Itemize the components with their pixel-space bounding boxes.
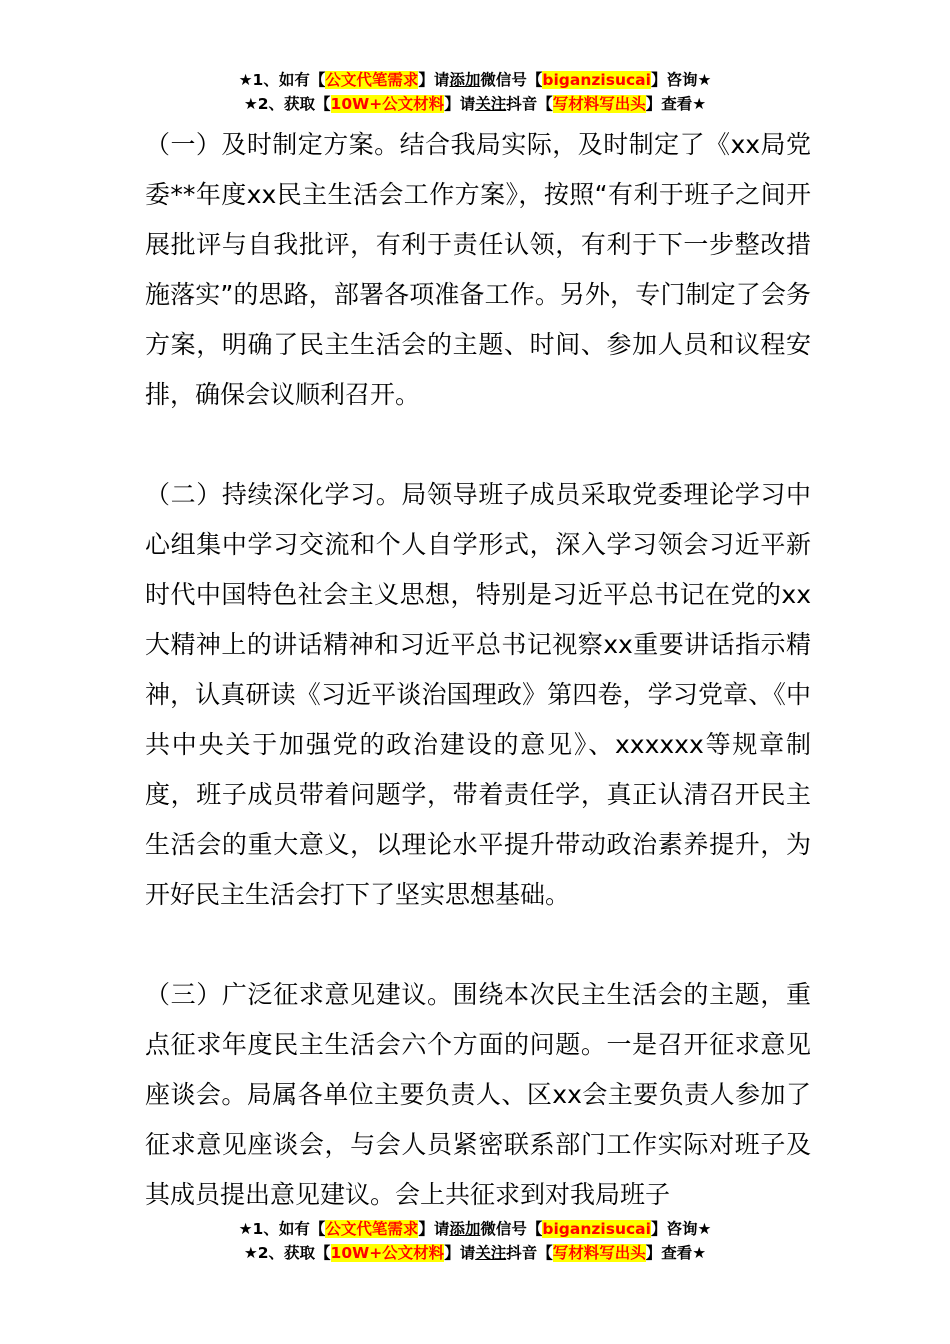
footer-line-2-underlined: 关注 [475, 1244, 507, 1262]
header-line-2-highlight-account: 写材料写出头 [552, 95, 646, 113]
header-line-1-suffix: 】咨询★ [650, 71, 712, 89]
document-body [145, 120, 811, 1220]
paragraph-1: （一）及时制定方案。结合我局实际，及时制定了《xx局党委**年度xx民主生活会工作方案》，按照“有利于班子之间开展批评与自我批评，有利于责任认领，有利于下一步整改措施落实”的思路，部署各项准备工作。另外，专门制定了会务方案，明确了民主生活会的主题、时间、参加人员和议程安排，确保会议顺利召开。 [145, 130, 811, 409]
header-line-2-suffix: 】查看★ [645, 95, 707, 113]
footer-line-2-mid1: 】请 [444, 1244, 476, 1262]
footer-line-1 [0, 1217, 950, 1241]
footer-line-1-suffix: 】咨询★ [650, 1220, 712, 1238]
header-line-2-prefix: ★2、获取【 [243, 95, 331, 113]
header-line-2-mid2: 抖音【 [506, 95, 553, 113]
header-line-2-mid1: 】请 [444, 95, 476, 113]
footer-line-2-highlight-materials: 10W+公文材料 [330, 1244, 445, 1262]
footer-line-1-mid2: 微信号【 [480, 1220, 543, 1238]
footer-banner [0, 1217, 950, 1265]
footer-line-1-prefix: ★1、如有【 [238, 1220, 326, 1238]
footer-line-1-highlight-wechat-id: biganzisucai [542, 1220, 651, 1238]
header-line-1-underlined: 添加 [449, 71, 481, 89]
header-line-2-highlight-materials: 10W+公文材料 [330, 95, 445, 113]
header-banner [0, 68, 950, 116]
header-line-1 [0, 68, 950, 92]
header-line-2-underlined: 关注 [475, 95, 507, 113]
paragraph-3: （三）广泛征求意见建议。围绕本次民主生活会的主题，重点征求年度民主生活会六个方面的问题。一是召开征求意见座谈会。局属各单位主要负责人、区xx会主要负责人参加了征求意见座谈会，与会人员紧密联系部门工作实际对班子及其成员提出意见建议。会上共征求到对我局班子 [145, 980, 811, 1209]
footer-line-1-underlined: 添加 [449, 1220, 481, 1238]
footer-line-2-prefix: ★2、获取【 [243, 1244, 331, 1262]
footer-line-2-mid2: 抖音【 [506, 1244, 553, 1262]
header-line-1-mid1: 】请 [418, 71, 450, 89]
header-line-1-highlight-service: 公文代笔需求 [325, 71, 419, 89]
header-line-1-mid2: 微信号【 [480, 71, 543, 89]
footer-line-2-suffix: 】查看★ [645, 1244, 707, 1262]
footer-line-1-highlight-service: 公文代笔需求 [325, 1220, 419, 1238]
paragraph-2: （二）持续深化学习。局领导班子成员采取党委理论学习中心组集中学习交流和个人自学形式，深入学习领会习近平新时代中国特色社会主义思想，特别是习近平总书记在党的xx大精神上的讲话精神和习近平总书记视察xx重要讲话指示精神，认真研读《习近平谈治国理政》第四卷，学习党章、《中共中央关于加强党的政治建设的意见》、xxxxxx等规章制度，班子成员带着问题学，带着责任学，真正认清召开民主生活会的重大意义，以理论水平提升带动政治素养提升，为开好民主生活会打下了坚实思想基础。 [145, 480, 811, 909]
footer-line-1-mid1: 】请 [418, 1220, 450, 1238]
header-line-2 [0, 92, 950, 116]
header-line-1-highlight-wechat-id: biganzisucai [542, 71, 651, 89]
footer-line-2-highlight-account: 写材料写出头 [552, 1244, 646, 1262]
footer-line-2 [0, 1241, 950, 1265]
header-line-1-prefix: ★1、如有【 [238, 71, 326, 89]
